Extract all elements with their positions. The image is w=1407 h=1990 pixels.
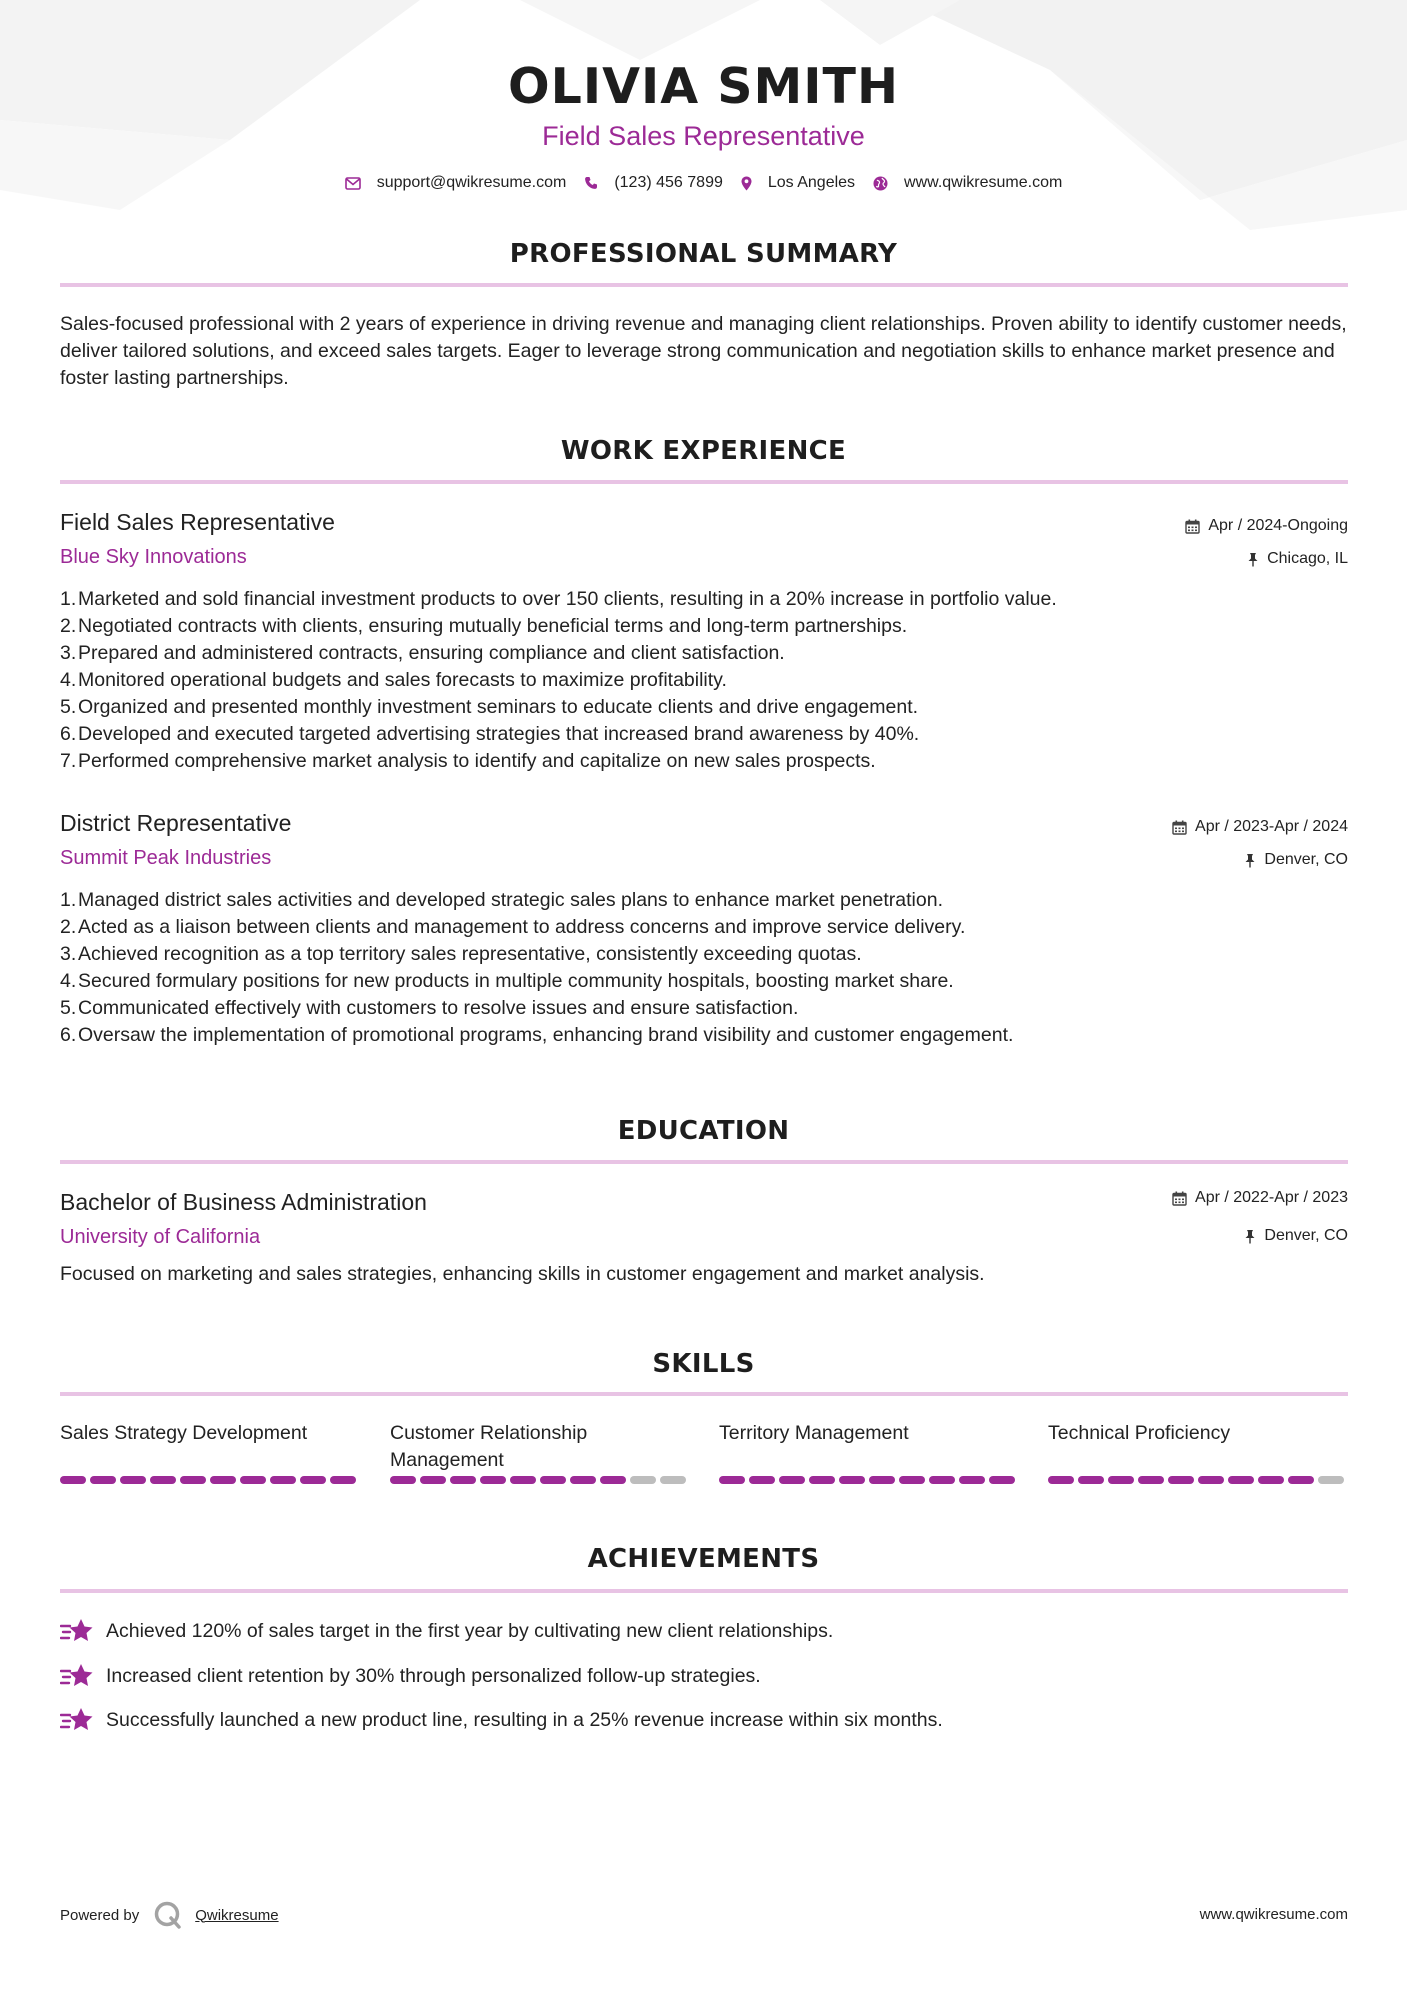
- qwikresume-logo-icon: [153, 1900, 183, 1930]
- skill-dot-filled: [1138, 1476, 1164, 1484]
- skill-dot-filled: [480, 1476, 506, 1484]
- job-location: [1244, 851, 1348, 869]
- skill-level-bar: [60, 1476, 360, 1484]
- achievement-item: [60, 1617, 833, 1645]
- powered-by-label: Powered by: [60, 1906, 140, 1924]
- candidate-name: OLIVIA SMITH: [508, 58, 899, 115]
- shooting-star-icon: [60, 1662, 94, 1690]
- skill-dot-filled: [959, 1476, 985, 1484]
- skill-dot-filled: [779, 1476, 805, 1484]
- education-dates-text: Apr / 2022-Apr / 2023: [1195, 1189, 1348, 1206]
- job-title: Field Sales Representative: [60, 509, 335, 535]
- skill-dot-filled: [719, 1476, 745, 1484]
- footer-powered-by: [60, 1900, 279, 1930]
- pushpin-icon: [1244, 853, 1256, 868]
- experience-divider: [60, 480, 1348, 484]
- skill-dot-filled: [270, 1476, 296, 1484]
- skill-name: Sales Strategy Development: [60, 1422, 308, 1444]
- list-item: 4. Secured formulary positions for new products in multiple community hospitals, boosting market share.: [60, 970, 954, 992]
- shooting-star-icon: [60, 1706, 94, 1734]
- education-heading: EDUCATION: [617, 1116, 790, 1146]
- map-marker-icon: [741, 176, 752, 191]
- contact-phone-text: (123) 456 7899: [614, 174, 723, 191]
- contact-location-text: Los Angeles: [767, 174, 856, 191]
- qwikresume-link[interactable]: Qwikresume: [195, 1906, 279, 1924]
- skill-dot-filled: [809, 1476, 835, 1484]
- skill-dot-filled: [240, 1476, 266, 1484]
- skill-dot-filled: [300, 1476, 326, 1484]
- contact-phone[interactable]: [584, 174, 723, 192]
- job-location-text: Chicago, IL: [1267, 550, 1348, 567]
- summary-text: Sales-focused professional with 2 years of experience in driving revenue and managing client relationships. Proven ability to identify customer needs, deliver tailored solutions, and exceed sales targets. Eager to leverage strong communication and negotiation skills to enhance market presence and foster lasting partnerships.: [60, 313, 1347, 389]
- summary-heading: PROFESSIONAL SUMMARY: [509, 239, 898, 269]
- education-location: [1244, 1227, 1348, 1245]
- skill-item: [719, 1420, 1019, 1484]
- skill-dot-filled: [330, 1476, 356, 1484]
- skills-heading: SKILLS: [652, 1349, 755, 1379]
- job-title: District Representative: [60, 810, 292, 836]
- skill-dot-filled: [600, 1476, 626, 1484]
- pushpin-icon: [1247, 552, 1259, 567]
- list-item: 3. Prepared and administered contracts, ensuring compliance and client satisfaction.: [60, 642, 785, 664]
- job-bullets: [60, 586, 1340, 775]
- skill-dot-filled: [60, 1476, 86, 1484]
- achievement-text: Achieved 120% of sales target in the first year by cultivating new client relationships.: [106, 1619, 834, 1642]
- job-dates-text: Apr / 2023-Apr / 2024: [1195, 818, 1348, 835]
- education-dates: [1172, 1189, 1348, 1207]
- list-item: 1. Managed district sales activities and developed strategic sales plans to enhance market penetration.: [60, 889, 943, 911]
- skill-dot-filled: [749, 1476, 775, 1484]
- job-dates: [1185, 517, 1348, 535]
- contact-website-text: www.qwikresume.com: [904, 174, 1063, 191]
- job-location-text: Denver, CO: [1264, 851, 1348, 868]
- list-item: 2. Negotiated contracts with clients, ensuring mutually beneficial terms and long-term partnerships.: [60, 615, 908, 637]
- achievement-text: Increased client retention by 30% through personalized follow-up strategies.: [106, 1664, 761, 1687]
- contact-website[interactable]: [873, 174, 1062, 192]
- calendar-icon: [1172, 820, 1187, 835]
- list-item: 6. Developed and executed targeted advertising strategies that increased brand awareness by 40%.: [60, 723, 920, 745]
- skill-name: Territory Management: [719, 1422, 909, 1444]
- achievements-heading: ACHIEVEMENTS: [587, 1544, 820, 1574]
- envelope-icon: [345, 177, 361, 190]
- skill-dot-filled: [1228, 1476, 1254, 1484]
- job-bullets: [60, 887, 1340, 1049]
- skill-dot-filled: [1108, 1476, 1134, 1484]
- education-school: University of California: [60, 1226, 261, 1248]
- calendar-icon: [1172, 1191, 1187, 1206]
- contact-email-text: support@qwikresume.com: [376, 174, 567, 191]
- skill-dot-filled: [210, 1476, 236, 1484]
- skill-level-bar: [1048, 1476, 1348, 1484]
- list-item: 5. Communicated effectively with customers to resolve issues and ensure satisfaction.: [60, 997, 799, 1019]
- skill-dot-empty: [630, 1476, 656, 1484]
- skill-dot-filled: [1048, 1476, 1074, 1484]
- list-item: 4. Monitored operational budgets and sales forecasts to maximize profitability.: [60, 669, 727, 691]
- skill-dot-filled: [1078, 1476, 1104, 1484]
- skill-dot-filled: [1168, 1476, 1194, 1484]
- skill-dot-filled: [1198, 1476, 1224, 1484]
- education-degree: Bachelor of Business Administration: [60, 1189, 427, 1215]
- education-description: Focused on marketing and sales strategies, enhancing skills in customer engagement and market analysis.: [60, 1263, 985, 1285]
- skill-dot-filled: [90, 1476, 116, 1484]
- calendar-icon: [1185, 519, 1200, 534]
- skill-item: [1048, 1420, 1348, 1484]
- skill-dot-filled: [180, 1476, 206, 1484]
- skill-dot-filled: [390, 1476, 416, 1484]
- skill-name: Customer Relationship Management: [390, 1422, 588, 1471]
- skill-level-bar: [390, 1476, 690, 1484]
- achievements-divider: [60, 1589, 1348, 1593]
- skill-dot-filled: [839, 1476, 865, 1484]
- skill-dot-filled: [510, 1476, 536, 1484]
- contact-location: [741, 174, 855, 192]
- job-location: [1247, 550, 1348, 568]
- contact-bar: [0, 174, 1407, 192]
- achievement-text: Successfully launched a new product line, resulting in a 25% revenue increase within six months.: [106, 1708, 943, 1731]
- achievement-item: [60, 1662, 761, 1690]
- list-item: 3. Achieved recognition as a top territory sales representative, consistently exceeding quotas.: [60, 943, 862, 965]
- list-item: 6. Oversaw the implementation of promotional programs, enhancing brand visibility and customer engagement.: [60, 1024, 1014, 1046]
- job-company: Blue Sky Innovations: [60, 546, 247, 568]
- skill-dot-filled: [929, 1476, 955, 1484]
- skill-name: Technical Proficiency: [1048, 1422, 1231, 1444]
- job-dates: [1172, 818, 1348, 836]
- list-item: 7. Performed comprehensive market analysis to identify and capitalize on new sales prospects.: [60, 750, 876, 772]
- job-dates-text: Apr / 2024-Ongoing: [1208, 517, 1348, 534]
- skill-dot-filled: [570, 1476, 596, 1484]
- skill-dot-filled: [420, 1476, 446, 1484]
- summary-divider: [60, 283, 1348, 287]
- education-location-text: Denver, CO: [1264, 1227, 1348, 1244]
- globe-icon: [873, 176, 888, 191]
- skill-dot-filled: [120, 1476, 146, 1484]
- experience-heading: WORK EXPERIENCE: [560, 436, 847, 466]
- job-company: Summit Peak Industries: [60, 847, 272, 869]
- skill-dot-filled: [989, 1476, 1015, 1484]
- footer-website[interactable]: www.qwikresume.com: [1199, 1906, 1348, 1923]
- skill-dot-filled: [899, 1476, 925, 1484]
- list-item: 5. Organized and presented monthly investment seminars to educate clients and drive engagement.: [60, 696, 919, 718]
- skill-item: [60, 1420, 360, 1484]
- skills-divider: [60, 1392, 1348, 1396]
- list-item: 1. Marketed and sold financial investment products to over 150 clients, resulting in a 20% increase in portfolio value.: [60, 588, 1057, 610]
- skill-dot-filled: [1288, 1476, 1314, 1484]
- achievement-item: [60, 1706, 943, 1734]
- skill-dot-empty: [660, 1476, 686, 1484]
- candidate-title: Field Sales Representative: [542, 121, 865, 151]
- shooting-star-icon: [60, 1617, 94, 1645]
- skill-dot-filled: [150, 1476, 176, 1484]
- skill-dot-filled: [540, 1476, 566, 1484]
- skill-item: [390, 1420, 690, 1484]
- skill-level-bar: [719, 1476, 1019, 1484]
- header-background-shapes: [0, 0, 1407, 240]
- skill-dot-empty: [1318, 1476, 1344, 1484]
- contact-email[interactable]: [345, 174, 567, 192]
- skill-dot-filled: [1258, 1476, 1284, 1484]
- phone-icon: [584, 176, 598, 190]
- skill-dot-filled: [450, 1476, 476, 1484]
- education-divider: [60, 1160, 1348, 1164]
- pushpin-icon: [1244, 1229, 1256, 1244]
- list-item: 2. Acted as a liaison between clients and management to address concerns and improve service delivery.: [60, 916, 966, 938]
- skill-dot-filled: [869, 1476, 895, 1484]
